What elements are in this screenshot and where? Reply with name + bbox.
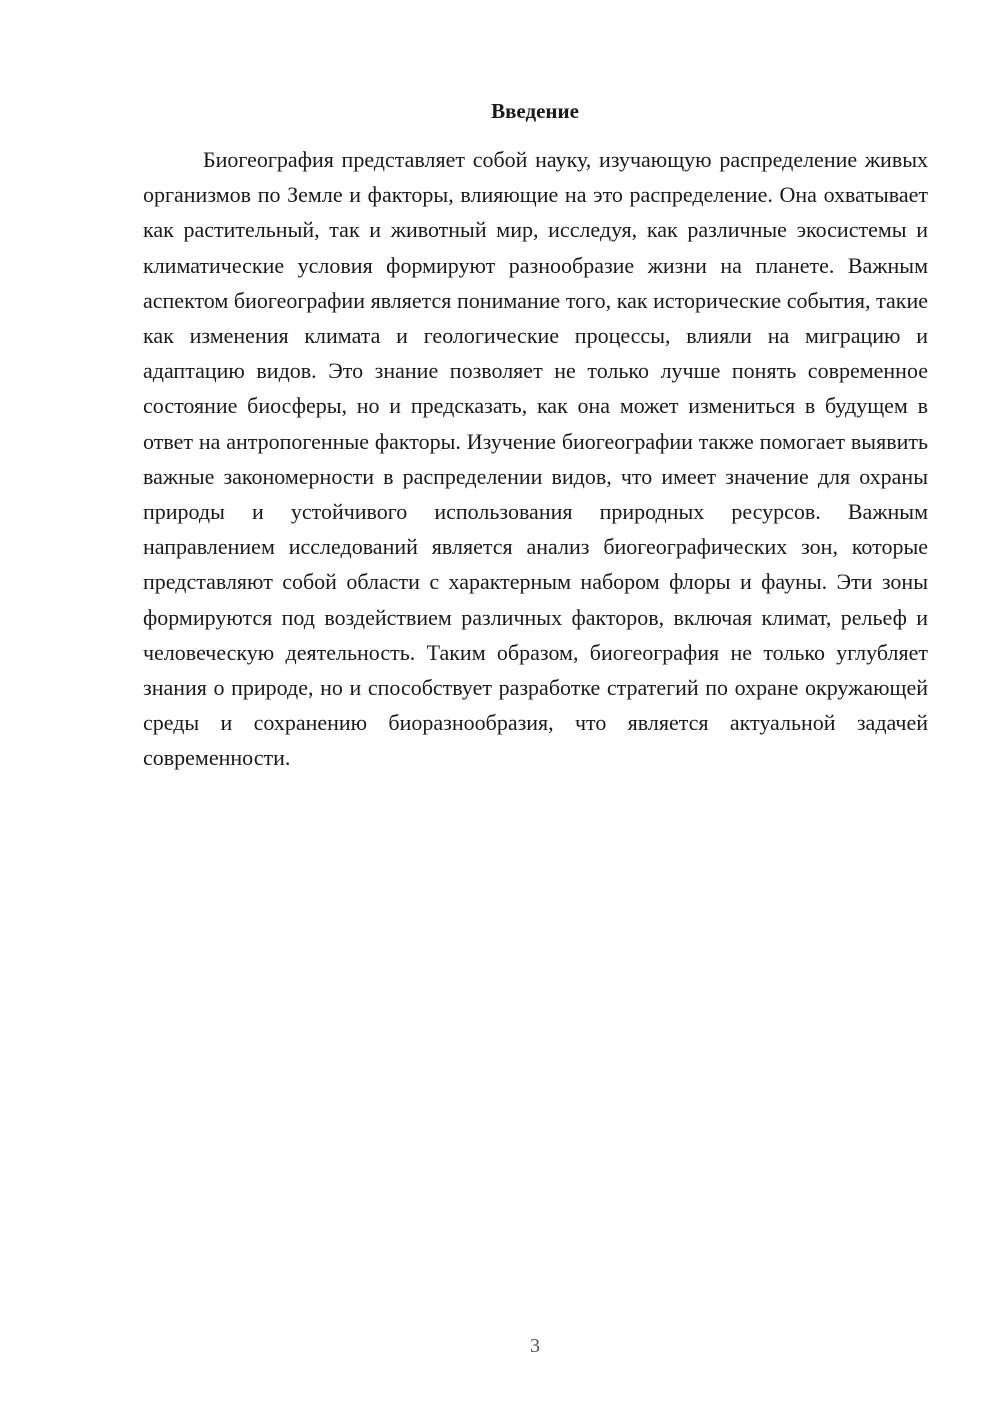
body-paragraph: Биогеография представляет собой науку, изучающую распределение живых организмов по Земле и факторы, влияющие на это распределение. Она охватывает как растительный, так и животный мир, исследуя, как различные экосистемы и климатические условия формируют разнообразие жизни на планете. Важным аспектом биогеографии является понимание того, как исторические события, такие как изменения климата и геологические процессы, влияли на миграцию и адаптацию видов. Это знание позволяет не только лучше понять современное состояние биосферы, но и предсказать, как она может измениться в будущем в ответ на антропогенные факторы. Изучение биогеографии также помогает выявить важные закономерности в распределении видов, что имеет значение для охраны природы и устойчивого использования природных ресурсов. Важным направлением исследований является анализ биогеографических зон, которые представляют собой области с характерным набором флоры и фауны. Эти зоны формируются под воздействием различных факторов, включая климат, рельеф и человеческую деятельность. Таким образом, биогеография не только углубляет знания о природе, но и способствует разработке стратегий по охране окружающей среды и сохранению биоразнообразия, что является актуальной задачей современности. bbox=[143, 147, 928, 771]
page-number: 3 bbox=[530, 1335, 540, 1357]
page-title: Введение bbox=[491, 99, 579, 123]
